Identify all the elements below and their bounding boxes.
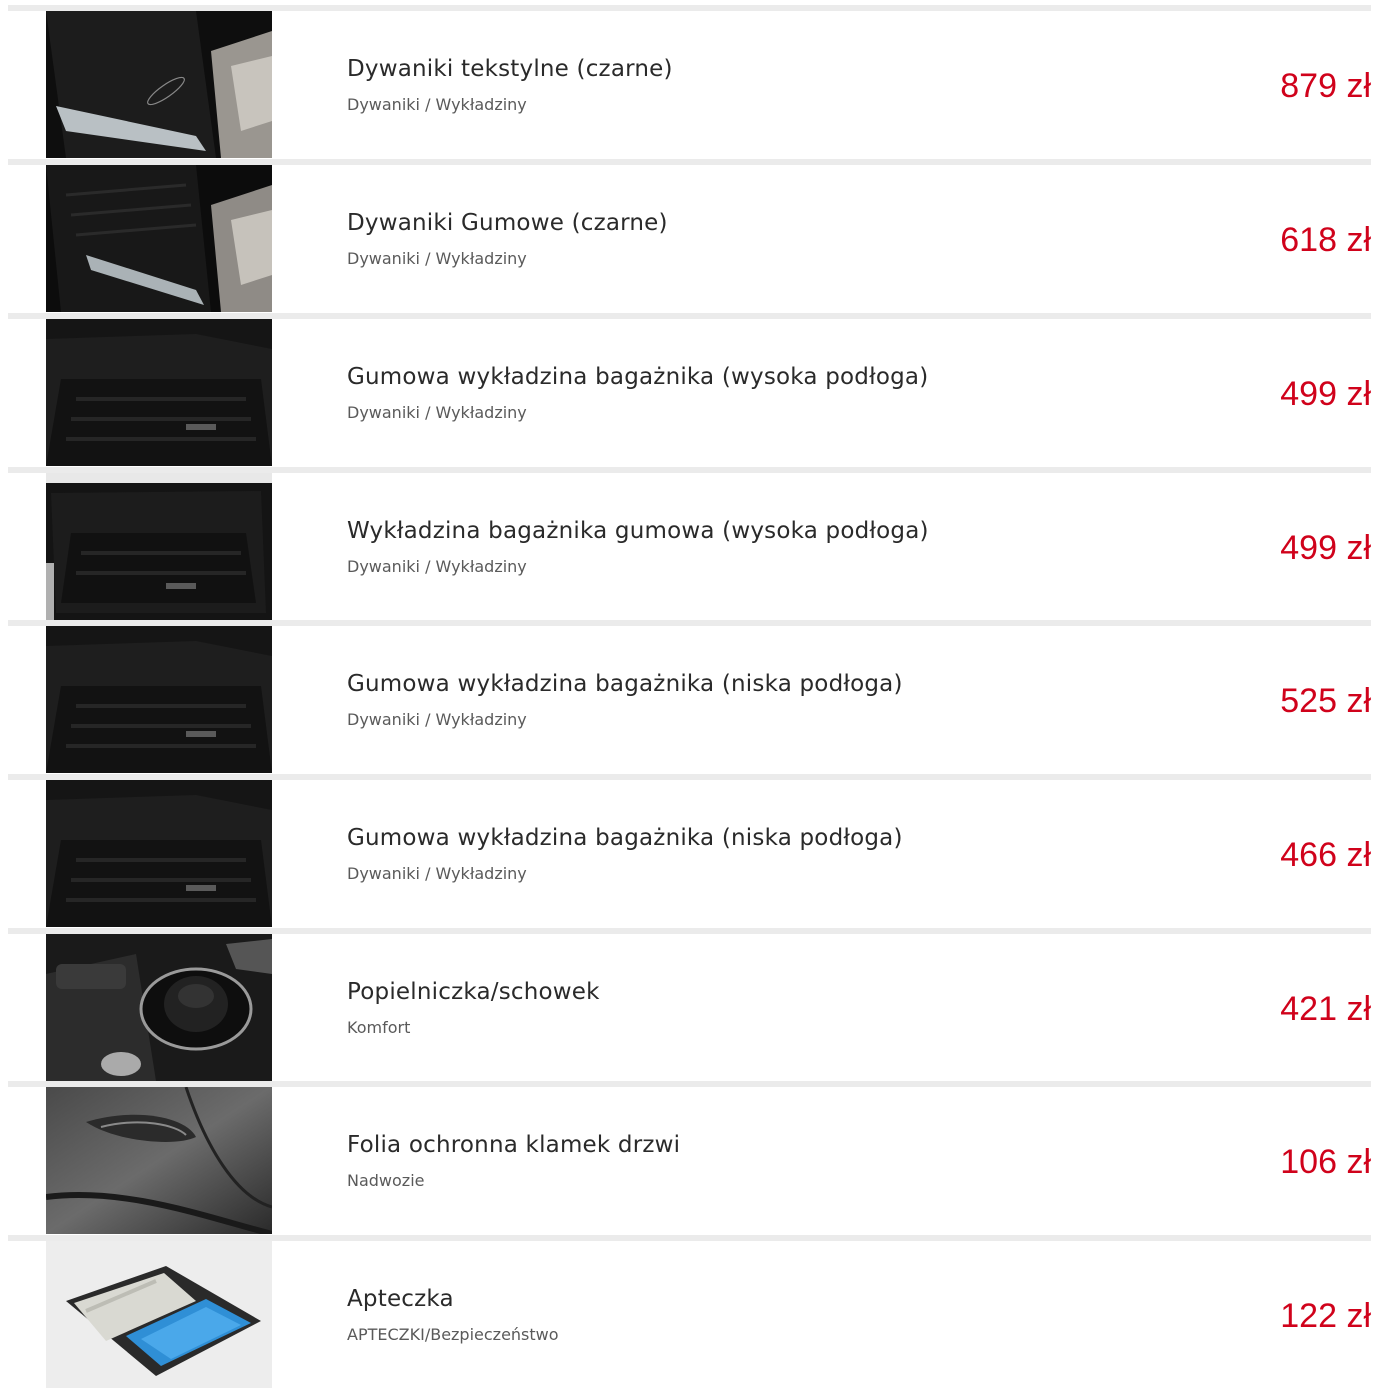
product-category: APTECZKI/Bezpieczeństwo xyxy=(347,1325,559,1344)
product-title[interactable]: Gumowa wykładzina bagażnika (niska podłoga) xyxy=(347,825,903,851)
product-price: 421 zł xyxy=(1280,990,1371,1028)
product-price: 499 zł xyxy=(1280,529,1371,567)
product-image-ashtray[interactable] xyxy=(46,934,272,1081)
product-price: 499 zł xyxy=(1280,375,1371,413)
product-image-trunk-liner[interactable] xyxy=(46,626,272,773)
product-category: Dywaniki / Wykładziny xyxy=(347,95,527,114)
product-category: Komfort xyxy=(347,1018,411,1037)
product-row[interactable] xyxy=(8,620,1371,773)
product-title[interactable]: Gumowa wykładzina bagażnika (niska podłoga) xyxy=(347,671,903,697)
product-title[interactable]: Apteczka xyxy=(347,1286,454,1312)
product-row[interactable] xyxy=(8,159,1371,312)
product-row[interactable] xyxy=(8,928,1371,1081)
product-price: 525 zł xyxy=(1280,682,1371,720)
product-price: 466 zł xyxy=(1280,836,1371,874)
product-category: Nadwozie xyxy=(347,1171,425,1190)
product-title[interactable]: Popielniczka/schowek xyxy=(347,979,600,1005)
product-title[interactable]: Gumowa wykładzina bagażnika (wysoka podłoga) xyxy=(347,364,929,390)
product-title[interactable]: Folia ochronna klamek drzwi xyxy=(347,1132,681,1158)
product-row[interactable] xyxy=(8,467,1371,620)
product-price: 106 zł xyxy=(1280,1143,1371,1181)
product-title[interactable]: Wykładzina bagażnika gumowa (wysoka podłoga) xyxy=(347,518,929,544)
product-category: Dywaniki / Wykładziny xyxy=(347,403,527,422)
product-category: Dywaniki / Wykładziny xyxy=(347,710,527,729)
product-image-rubber-mat[interactable] xyxy=(46,165,272,312)
product-category: Dywaniki / Wykładziny xyxy=(347,249,527,268)
product-image-trunk-liner-open[interactable] xyxy=(46,473,272,620)
product-image-first-aid-kit[interactable] xyxy=(46,1241,272,1388)
product-row[interactable] xyxy=(8,774,1371,927)
product-category: Dywaniki / Wykładziny xyxy=(347,864,527,883)
product-row[interactable] xyxy=(8,313,1371,466)
product-price: 879 zł xyxy=(1280,67,1371,105)
product-image-trunk-liner[interactable] xyxy=(46,319,272,466)
product-category: Dywaniki / Wykładziny xyxy=(347,557,527,576)
product-row[interactable] xyxy=(8,5,1371,158)
product-title[interactable]: Dywaniki tekstylne (czarne) xyxy=(347,56,673,82)
product-title[interactable]: Dywaniki Gumowe (czarne) xyxy=(347,210,668,236)
product-row[interactable] xyxy=(8,1235,1371,1388)
product-price: 122 zł xyxy=(1280,1297,1371,1335)
product-image-door-handle[interactable] xyxy=(46,1087,272,1234)
product-row[interactable] xyxy=(8,1081,1371,1234)
product-image-trunk-liner[interactable] xyxy=(46,780,272,927)
product-image-textile-mat[interactable] xyxy=(46,11,272,158)
product-price: 618 zł xyxy=(1280,221,1371,259)
